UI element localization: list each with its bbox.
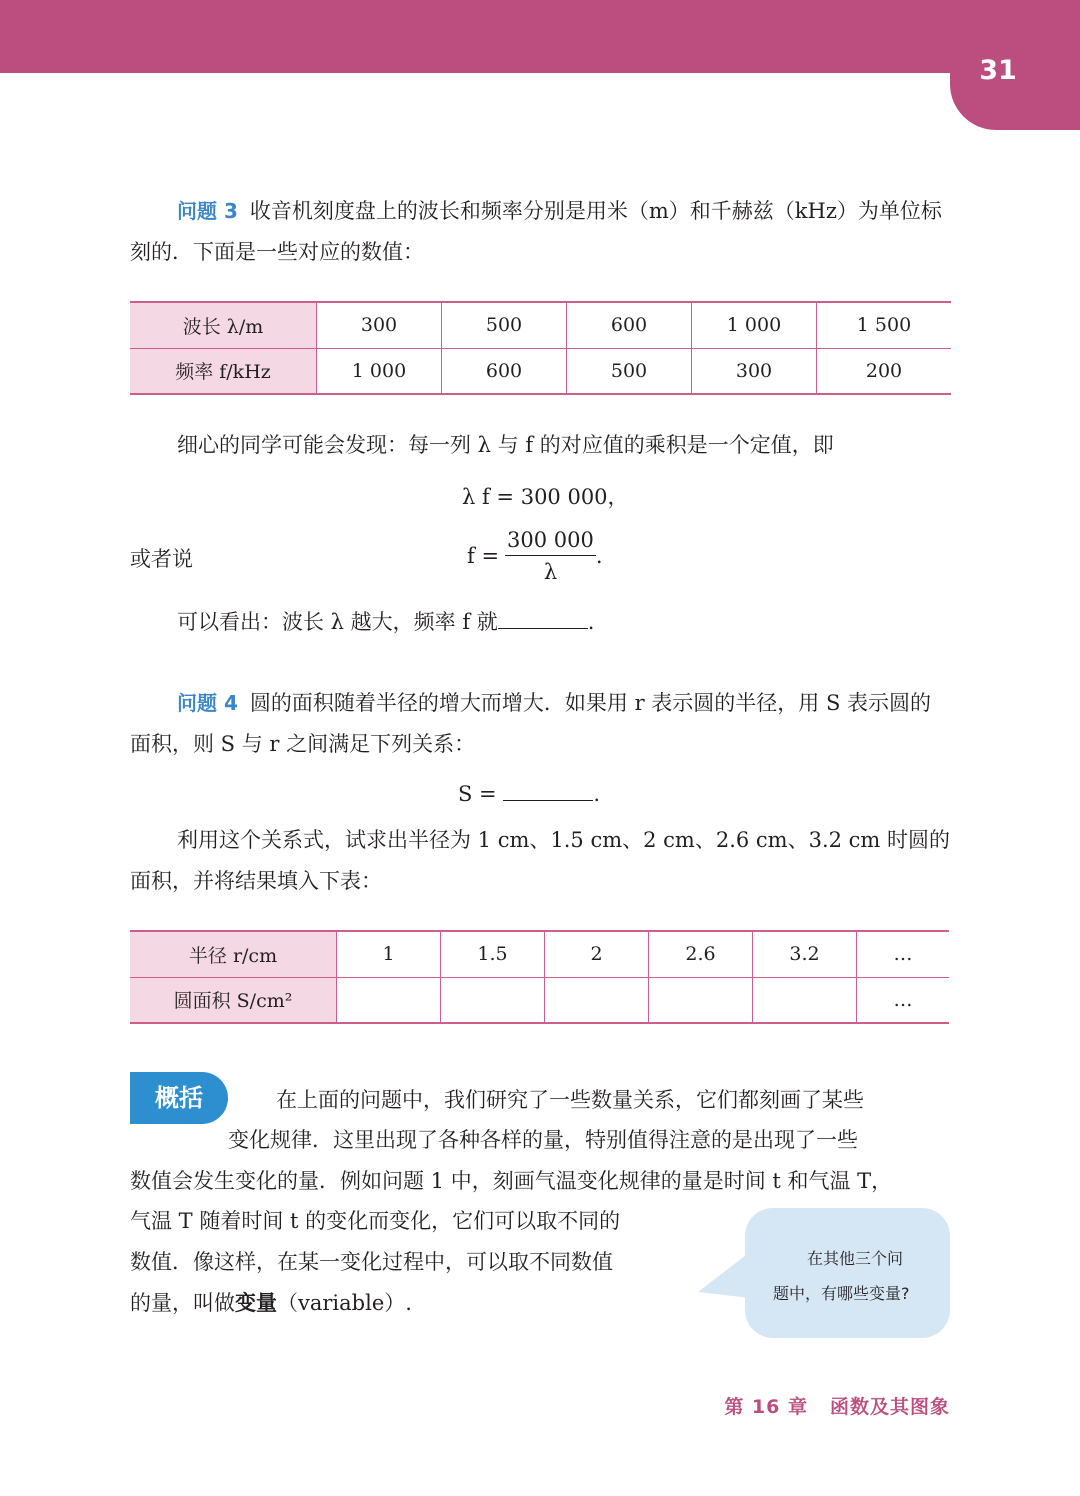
top-banner	[0, 0, 1080, 73]
formula-lhs: f =	[467, 544, 500, 568]
table-cell: 2.6	[649, 931, 753, 977]
table-cell-input[interactable]	[441, 977, 545, 1023]
summary-badge: 概括	[130, 1072, 228, 1124]
table-row-header: 频率 f/kHz	[130, 348, 317, 394]
q3-text: 收音机刻度盘上的波长和频率分别是用米（m）和千赫兹（kHz）为单位标刻的．下面是一些对应的数值：	[130, 199, 942, 264]
thinking-bubble	[745, 1208, 950, 1338]
table-cell: 1 000	[692, 302, 817, 348]
q4-text: 圆的面积随着半径的增大而增大．如果用 r 表示圆的半径，用 S 表示圆的面积，则 S 与 r 之间满足下列关系：	[130, 691, 932, 756]
summary-line-6	[130, 1282, 690, 1324]
table-cell: 3.2	[753, 931, 857, 977]
table-cell: 2	[545, 931, 649, 977]
table-row-header: 半径 r/cm	[130, 931, 337, 977]
q4-label: 问题 4	[177, 691, 238, 715]
q3-observation: 细心的同学可能会发现：每一列 λ 与 f 的对应值的乘积是一个定值，即	[177, 433, 834, 457]
fraction-denominator: λ	[543, 560, 558, 584]
table-row	[130, 348, 951, 394]
q4-instruction: 利用这个关系式，试求出半径为 1 cm、1.5 cm、2 cm、2.6 cm、3.2 cm 时圆的面积，并将结果填入下表：	[130, 828, 951, 893]
table-cell: 200	[817, 348, 952, 394]
table-cell-input[interactable]	[545, 977, 649, 1023]
summary-text: （variable）.	[277, 1291, 412, 1315]
formula-end: .	[593, 782, 601, 806]
answer-blank[interactable]	[498, 606, 588, 629]
table-cell: …	[857, 931, 950, 977]
bubble-line-1: 在其他三个问	[807, 1249, 904, 1268]
table-cell: 1 500	[817, 302, 952, 348]
fraction	[505, 528, 596, 584]
table-row	[130, 931, 949, 977]
summary-line-3: 数值会发生变化的量．例如问题 1 中，刻画气温变化规律的量是时间 t 和气温 T，	[130, 1169, 893, 1193]
formula-lhs: S =	[458, 782, 497, 806]
answer-blank[interactable]	[503, 778, 593, 801]
or-say-text: 或者说	[130, 547, 193, 571]
term-variable: 变量	[235, 1290, 277, 1315]
table-row-header: 圆面积 S/cm²	[130, 977, 337, 1023]
table-cell-input[interactable]	[649, 977, 753, 1023]
table-cell: 1.5	[441, 931, 545, 977]
table-cell-input[interactable]	[753, 977, 857, 1023]
table-cell: 500	[567, 348, 692, 394]
page-number: 31	[979, 55, 1017, 86]
table-cell: 600	[567, 302, 692, 348]
chapter-footer	[724, 1392, 950, 1419]
formula-end: .	[595, 544, 603, 568]
summary-line-4: 气温 T 随着时间 t 的变化而变化，它们可以取不同的	[130, 1209, 621, 1233]
summary-line-2: 变化规律．这里出现了各种各样的量，特别值得注意的是出现了一些	[228, 1128, 858, 1152]
q3-label: 问题 3	[177, 199, 238, 223]
q3-paragraph	[130, 191, 950, 273]
table-cell: 300	[692, 348, 817, 394]
table-cell: 300	[317, 302, 442, 348]
table-cell: 500	[442, 302, 567, 348]
table-row	[130, 977, 949, 1023]
chapter-number: 第 16 章	[724, 1396, 808, 1418]
table-row-header: 波长 λ/m	[130, 302, 317, 348]
summary-text: 的量，叫做	[130, 1291, 235, 1315]
table-cell-input[interactable]	[337, 977, 441, 1023]
table-cell: 1 000	[317, 348, 442, 394]
bubble-line-2: 题中，有哪些变量?	[773, 1284, 910, 1303]
table-row	[130, 302, 951, 348]
q4-paragraph	[130, 683, 950, 765]
summary-line-5: 数值．像这样，在某一变化过程中，可以取不同数值	[130, 1250, 613, 1274]
table-cell: 1	[337, 931, 441, 977]
summary-line-1: 在上面的问题中，我们研究了一些数量关系，它们都刻画了某些	[276, 1088, 864, 1112]
q3-conclusion	[130, 602, 950, 643]
chapter-title: 函数及其图象	[829, 1396, 950, 1418]
fraction-numerator: 300 000	[505, 528, 596, 556]
table-cell: 600	[442, 348, 567, 394]
conclusion-end: .	[587, 610, 595, 634]
conclusion-text: 可以看出：波长 λ 越大，频率 f 就	[177, 610, 498, 634]
formula-fraction	[467, 528, 603, 584]
wavelength-frequency-table	[130, 301, 951, 395]
table-cell: …	[857, 977, 950, 1023]
radius-area-table	[130, 930, 949, 1024]
area-formula	[458, 778, 600, 806]
formula-product: λ f = 300 000，	[462, 485, 629, 509]
